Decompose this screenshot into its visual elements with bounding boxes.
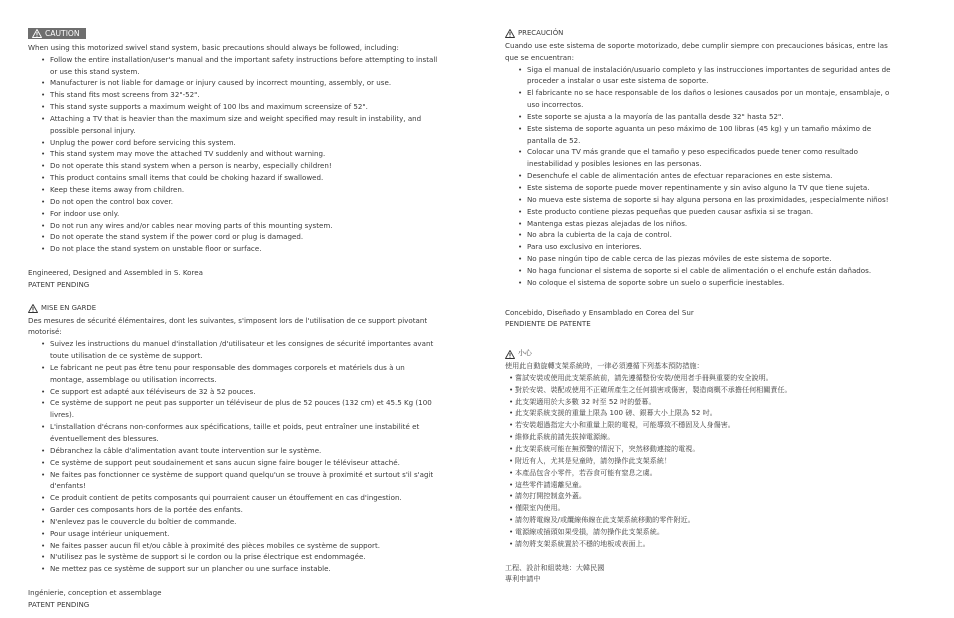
list-item: • 本產品包含小零件，若吞食可能有窒息之虞。 (505, 467, 897, 479)
french-patent: PATENT PENDING (28, 599, 90, 609)
warning-triangle-icon (28, 304, 38, 313)
list-item: • 僅限室內使用。 (505, 502, 897, 514)
list-item: • El fabricante no se hace responsable de los daños o lesiones causados por un montaje, ensamblaje, o uso incorrectos. (505, 87, 897, 111)
chinese-heading (505, 348, 897, 360)
english-patent: PATENT PENDING (28, 279, 90, 289)
caution-label: CAUTION (45, 28, 80, 38)
list-item: • Le fabricant ne peut pas être tenu pour responsable des dommages corporels et matériels dus à un montage, assemblage ou utilisation incorrects. (28, 362, 440, 386)
list-item: • Do not operate this stand system when a person is nearby, especially children! (28, 160, 440, 172)
list-item: • Ne faites pas fonctionner ce système de support quand quelqu'un se trouve à proximité et surtout s'il s'agit d'enfants! (28, 469, 440, 493)
spanish-origin: Concebido, Diseñado y Ensamblado en Corea del Sur (505, 307, 694, 317)
spanish-heading (505, 28, 897, 40)
list-item: • 此支架適用於大多數 32 吋至 52 吋的螢幕。 (505, 396, 897, 408)
list-item: • 嘗試安裝或使用此支架系統前，請先遵循整份安裝/使用者手冊與重要的安全說明。 (505, 372, 897, 384)
spanish-intro: Cuando use este sistema de soporte motorizado, debe cumplir siempre con precauciones básicas, entre las que se encuentran: (505, 40, 888, 62)
english-precaution-list (28, 54, 440, 255)
list-item: • Suivez les instructions du manuel d'installation /d'utilisateur et les consignes de sécurité importantes avant toute utilisation de ce système de support. (28, 338, 440, 362)
list-item: • Para uso exclusivo en interiores. (505, 241, 897, 253)
list-item: • 這些零件請遠離兒童。 (505, 479, 897, 491)
english-origin: Engineered, Designed and Assembled in S. Korea (28, 268, 203, 278)
list-item: • L'installation d'écrans non-conformes aux spécifications, taille et poids, peut entraîner une instabilité et éventuellement des blessures. (28, 421, 440, 445)
list-item: • No abra la cubierta de la caja de control. (505, 229, 897, 241)
list-item: • This stand system may move the attached TV suddenly and without warning. (28, 148, 440, 160)
spanish-heading-label: PRECAUCIÓN (518, 29, 564, 37)
warning-triangle-icon (505, 350, 515, 359)
english-intro: When using this motorized swivel stand system, basic precautions should always be followed, including: (28, 42, 399, 52)
list-item: • Siga el manual de instalación/usuario completo y las instrucciones importantes de seguridad antes de proceder a instalar o usar este sistema de soporte. (505, 64, 897, 88)
warning-triangle-icon (32, 29, 42, 38)
list-item: • 電源線或插頭如果受損，請勿操作此支架系統。 (505, 526, 897, 538)
list-item: • This product contains small items that could be choking hazard if swallowed. (28, 172, 440, 184)
chinese-intro: 使用此自動旋轉支架系統時，一律必須遵循下列基本預防措施： (505, 361, 704, 371)
right-column (505, 28, 897, 585)
caution-badge (28, 28, 86, 39)
list-item: • Follow the entire installation/user's manual and the important safety instructions before attempting to install or use this stand system. (28, 54, 440, 78)
chinese-patent: 專利申請中 (505, 574, 541, 584)
chinese-precaution-list (505, 372, 897, 550)
list-item: • Ce produit contient de petits composants qui pourraient causer un étouffement en cas d'ingestion. (28, 492, 440, 504)
list-item: • 此支架系統可能在無預警的情況下，突然移動連接的電視。 (505, 443, 897, 455)
list-item: • Do not place the stand system on unstable floor or surface. (28, 243, 440, 255)
english-section (28, 28, 440, 291)
french-intro: Des mesures de sécurité élémentaires, dont les suivantes, s'imposent lors de l'utilisation de ce support pivotant motorisé: (28, 315, 428, 337)
list-item: • 請勿將電線及/或纜線佈線在此支架系統移動的零件附近。 (505, 514, 897, 526)
list-item: • 對於安裝、裝配或使用不正確所產生之任何損害或傷害，製造商概不承擔任何相關責任。 (505, 384, 897, 396)
list-item: • For indoor use only. (28, 208, 440, 220)
chinese-section (505, 348, 897, 585)
list-item: • Ne faites passer aucun fil et/ou câble à proximité des pièces mobiles ce système de support. (28, 540, 440, 552)
list-item: • Este sistema de soporte puede mover repentinamente y sin aviso alguno la TV que tiene sujeta. (505, 182, 897, 194)
list-item: • No pase ningún tipo de cable cerca de las piezas móviles de este sistema de soporte. (505, 253, 897, 265)
list-item: • No coloque el sistema de soporte sobre un suelo o superficie inestables. (505, 277, 897, 289)
list-item: • 附近有人，尤其是兒童時，請勿操作此支架系統！ (505, 455, 897, 467)
chinese-origin: 工程、設計和組裝地：大韓民國 (505, 562, 605, 572)
list-item: • Keep these items away from children. (28, 184, 440, 196)
list-item: • Manufacturer is not liable for damage or injury caused by incorrect mounting, assembly, or use. (28, 77, 440, 89)
list-item: • 維修此系統前請先拔掉電源線。 (505, 431, 897, 443)
french-section (28, 303, 440, 611)
list-item: • Pour usage intérieur uniquement. (28, 528, 440, 540)
spanish-precaution-list (505, 64, 897, 289)
list-item: • N'utilisez pas le système de support si le cordon ou la prise électrique est endommagée. (28, 551, 440, 563)
list-item: • No mueva este sistema de soporte si hay alguna persona en las proximidades, ¡especialmente niños! (505, 194, 897, 206)
list-item: • Attaching a TV that is heavier than the maximum size and weight specified may result in instability, and possible personal injury. (28, 113, 440, 137)
list-item: • Colocar una TV más grande que el tamaño y peso especificados puede tener como resultado inestabilidad y posibles lesiones en las personas. (505, 146, 897, 170)
list-item: • Do not open the control box cover. (28, 196, 440, 208)
french-heading (28, 303, 440, 315)
list-item: • N'enlevez pas le couvercle du boîtier de commande. (28, 516, 440, 528)
spanish-patent: PENDIENTE DE PATENTE (505, 319, 591, 329)
list-item: • Ce système de support peut soudainement et sans aucun signe faire bouger le téléviseur attaché. (28, 457, 440, 469)
list-item: • Este soporte se ajusta a la mayoría de las pantalla desde 32" hasta 52". (505, 111, 897, 123)
list-item: • Mantenga estas piezas alejadas de los niños. (505, 218, 897, 230)
list-item: • No haga funcionar el sistema de soporte si el cable de alimentación o el enchufe están dañados. (505, 265, 897, 277)
french-precaution-list (28, 338, 440, 575)
list-item: • Garder ces composants hors de la portée des enfants. (28, 504, 440, 516)
list-item: • Do not operate the stand system if the power cord or plug is damaged. (28, 231, 440, 243)
chinese-heading-label: 小心 (518, 349, 532, 358)
list-item: • Este producto contiene piezas pequeñas que pueden causar asfixia si se tragan. (505, 206, 897, 218)
warning-triangle-icon (505, 29, 515, 38)
list-item: • Do not run any wires and/or cables near moving parts of this mounting system. (28, 220, 440, 232)
list-item: • Ce système de support ne peut pas supporter un téléviseur de plus de 52 pouces (132 cm) et 45.5 Kg (100 livres). (28, 397, 440, 421)
list-item: • 此支架系統支援的重量上限為 100 磅、銀幕大小上限為 52 吋。 (505, 407, 897, 419)
list-item: • Unplug the power cord before servicing this system. (28, 137, 440, 149)
spanish-section (505, 28, 897, 330)
list-item: • 若安裝超過指定大小和重量上限的電視，可能導致不穩固及人身傷害。 (505, 419, 897, 431)
french-heading-label: MISE EN GARDE (41, 303, 97, 312)
left-column (28, 28, 440, 611)
french-origin: Ingénierie, conception et assemblage (28, 588, 162, 598)
list-item: • Ce support est adapté aux téléviseurs de 32 à 52 pouces. (28, 386, 440, 398)
list-item: • This stand fits most screens from 32"-52". (28, 89, 440, 101)
list-item: • Este sistema de soporte aguanta un peso máximo de 100 libras (45 kg) y un tamaño máximo de pantalla de 52. (505, 123, 897, 147)
list-item: • 請勿打開控制盒外蓋。 (505, 490, 897, 502)
list-item: • Débranchez la câble d'alimentation avant toute intervention sur le système. (28, 445, 440, 457)
list-item: • This stand syste supports a maximum weight of 100 lbs and maximum screensize of 52". (28, 101, 440, 113)
list-item: • Ne mettez pas ce système de support sur un plancher ou une surface instable. (28, 563, 440, 575)
list-item: • 請勿將支架系統置於不穩的地板或表面上。 (505, 538, 897, 550)
list-item: • Desenchufe el cable de alimentación antes de efectuar reparaciones en este sistema. (505, 170, 897, 182)
